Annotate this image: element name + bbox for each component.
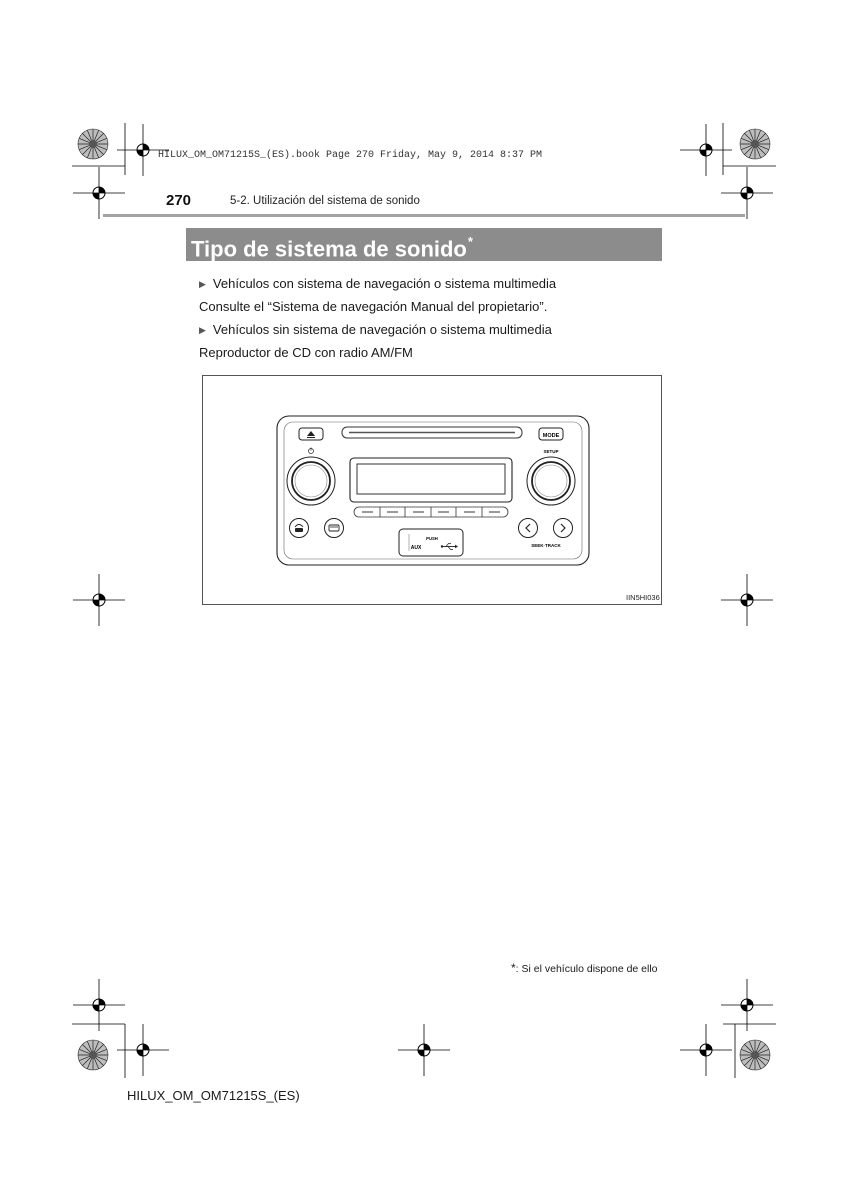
crosshair-mark-bottom-right <box>680 1024 732 1076</box>
section-path: 5-2. Utilización del sistema de sonido <box>230 195 420 207</box>
crosshair-mark-bottom-left-upper <box>73 979 125 1031</box>
footnote-mark: * <box>511 961 516 975</box>
bullet-text: Vehículos sin sistema de navegación o sistema multimedia <box>212 322 552 337</box>
starburst-mark-bottom-right <box>740 1040 770 1070</box>
cd-button <box>325 519 344 538</box>
figure-id: IIN5HI036 <box>626 593 660 602</box>
starburst-mark-top-right <box>740 129 770 159</box>
radio-band-button <box>290 519 309 538</box>
page-title <box>191 230 473 263</box>
page-number: 270 <box>166 192 192 209</box>
tune-knob <box>527 457 575 505</box>
chevron-right-icon <box>554 519 573 538</box>
starburst-mark-bottom-left <box>78 1040 108 1070</box>
volume-knob <box>287 457 335 505</box>
starburst-mark-top-left <box>78 129 108 159</box>
bullet-item-with-navigation <box>199 276 556 291</box>
mode-label: MODE <box>542 433 560 439</box>
setup-label: SETUP <box>543 449 559 454</box>
header-rule <box>103 214 745 217</box>
title-asterisk: * <box>467 234 473 249</box>
crosshair-mark-bottom-right-upper <box>721 979 773 1031</box>
triangle-bullet-icon: ▶ <box>199 279 206 289</box>
footer-code: HILUX_OM_OM71215S_(ES) <box>127 1088 300 1103</box>
cd-radio-illustration <box>202 375 662 605</box>
aux-label: AUX <box>410 545 422 551</box>
crosshair-mark-top-right-lower <box>721 167 773 219</box>
crosshair-mark-middle-right <box>721 574 773 626</box>
crosshair-mark-top-left-lower <box>73 167 125 219</box>
triangle-bullet-icon: ▶ <box>199 325 206 335</box>
crosshair-mark-top-right <box>680 124 732 176</box>
eject-icon <box>299 428 323 440</box>
body-line-device: Reproductor de CD con radio AM/FM <box>199 345 413 360</box>
footnote <box>511 961 658 975</box>
footnote-text: : Si el vehículo dispone de ello <box>515 963 658 975</box>
body-line-reference: Consulte el “Sistema de navegación Manual del propietario”. <box>199 299 548 314</box>
page-title-text: Tipo de sistema de sonido <box>191 236 467 262</box>
bullet-text: Vehículos con sistema de navegación o sistema multimedia <box>212 276 557 291</box>
bullet-item-without-navigation <box>199 322 552 337</box>
aux-usb-panel <box>399 529 463 556</box>
display-screen <box>350 458 512 502</box>
crosshair-mark-bottom-center <box>398 1024 450 1076</box>
push-label: PUSH <box>426 536 438 541</box>
chevron-left-icon <box>519 519 538 538</box>
preset-buttons <box>354 507 508 517</box>
seek-track-label: SEEK·TRACK <box>531 543 561 548</box>
file-header: HILUX_OM_OM71215S_(ES).book Page 270 Friday, May 9, 2014 8:37 PM <box>158 150 543 161</box>
crosshair-mark-middle-left <box>73 574 125 626</box>
